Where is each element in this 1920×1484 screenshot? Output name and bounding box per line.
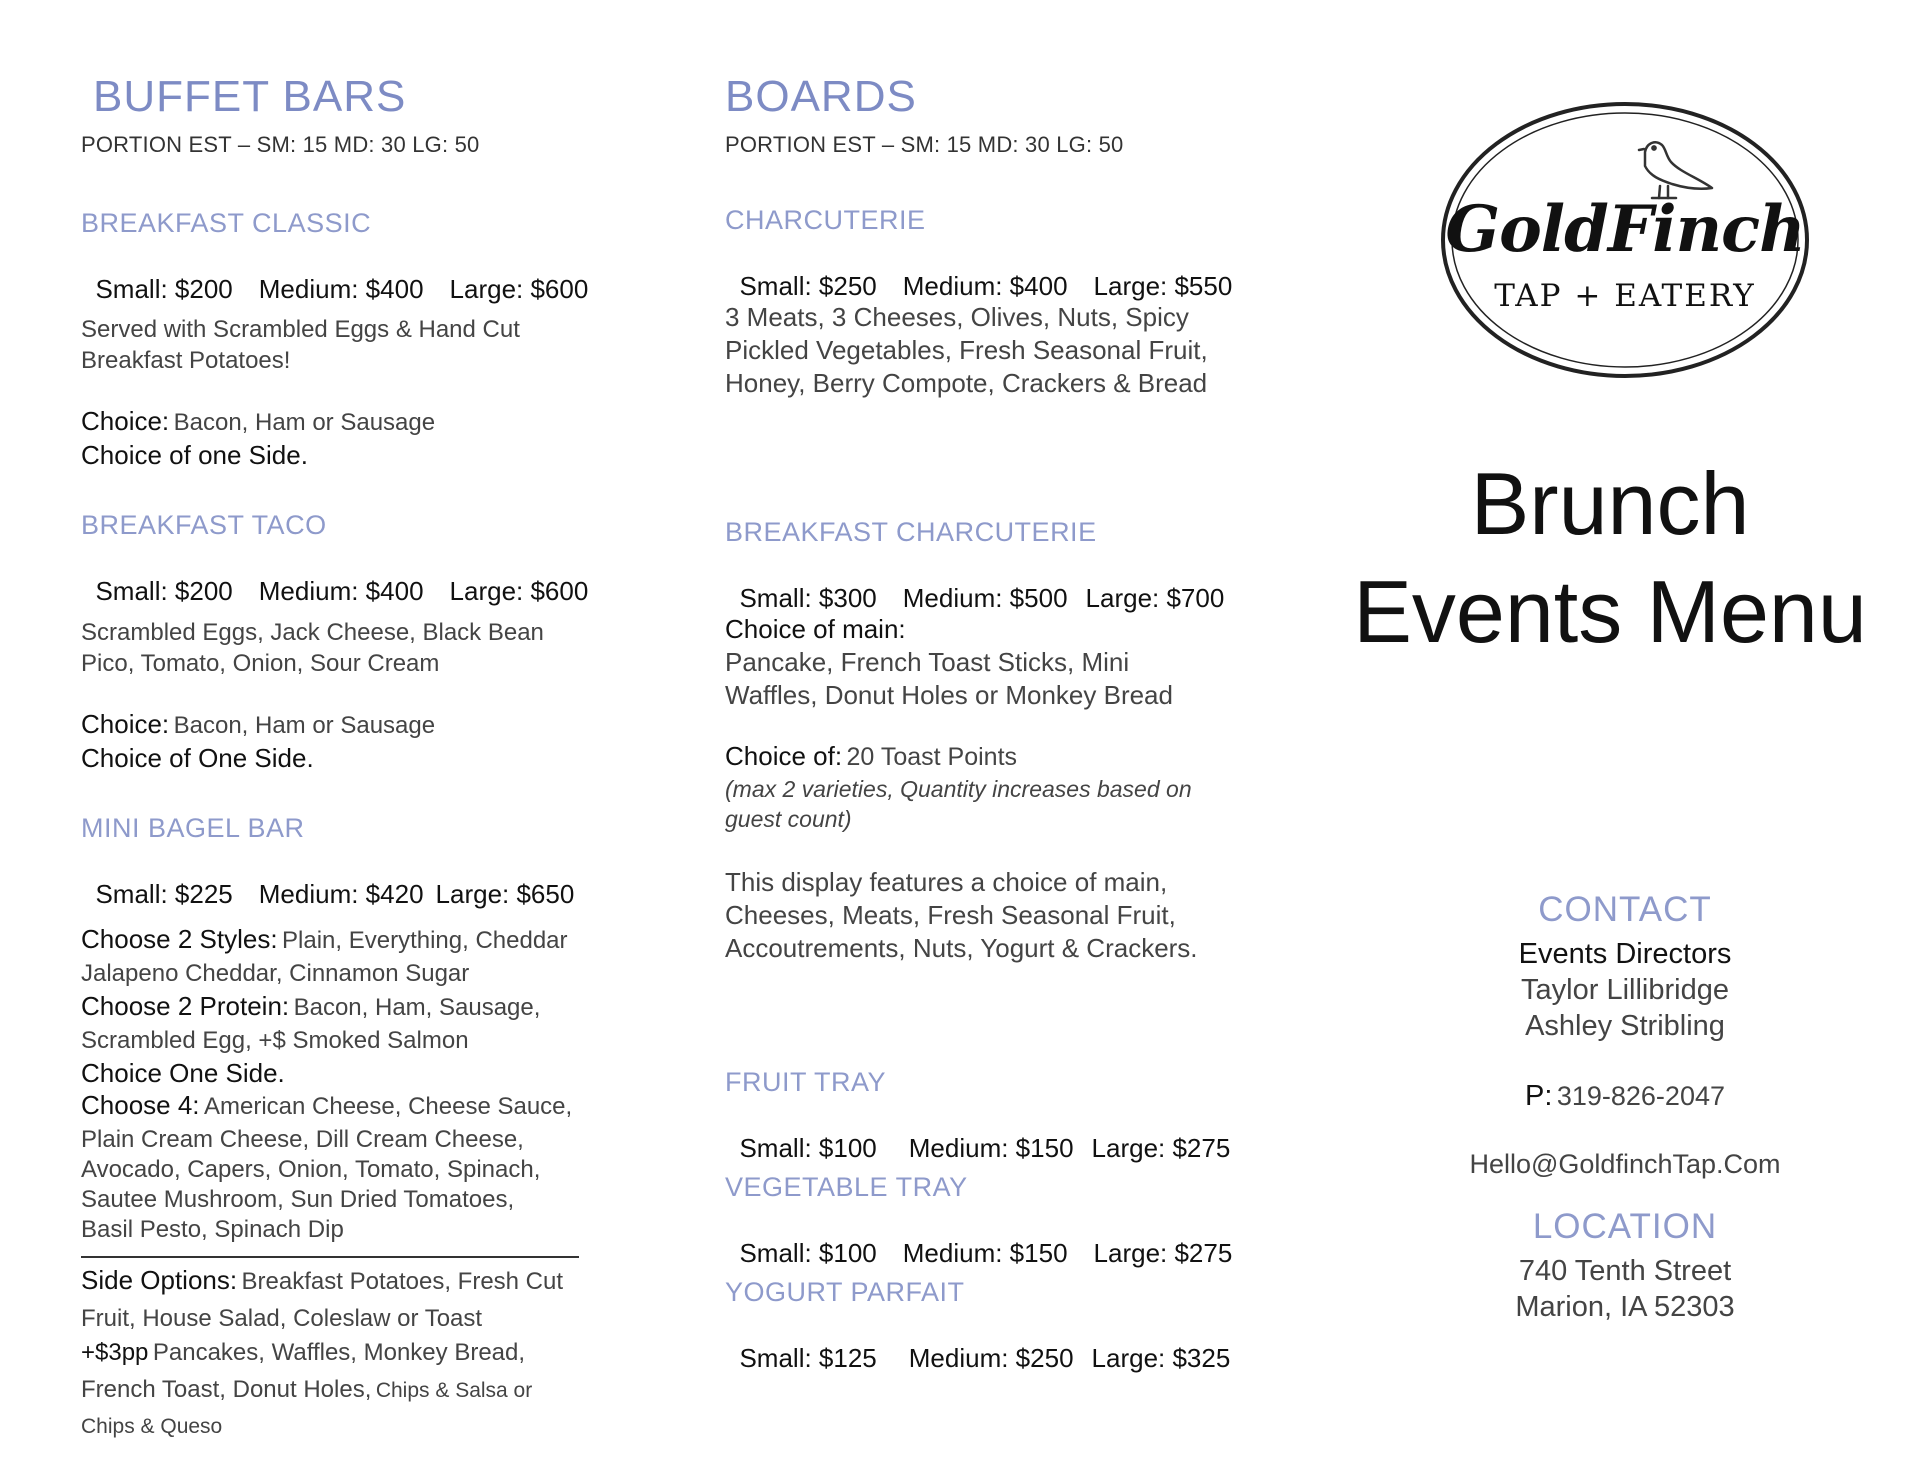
breakfast-charcuterie-description xyxy=(725,866,1198,965)
boards-portion-estimate: PORTION EST – SM: 15 MD: 30 LG: 50 xyxy=(725,132,1124,157)
choice-label: Choice: xyxy=(81,709,170,739)
breakfast-taco-description xyxy=(81,617,544,679)
price-medium: Medium: $250 xyxy=(908,1343,1074,1373)
phone-label: P: xyxy=(1524,1080,1553,1112)
breakfast-classic-side: Choice of one Side. xyxy=(81,440,308,470)
protein-label: Choose 2 Protein: xyxy=(81,991,290,1021)
breakfast-charcuterie-choice xyxy=(725,741,1017,772)
breakfast-charcuterie-prices xyxy=(725,552,1224,614)
price-medium: Medium: $400 xyxy=(258,274,424,304)
location-section xyxy=(1440,1207,1810,1325)
charcuterie-prices xyxy=(725,240,1232,302)
price-large: Large: $700 xyxy=(1085,583,1225,613)
vegetable-tray-prices xyxy=(725,1207,1232,1269)
breakfast-classic-prices xyxy=(81,243,588,305)
main-label: Choice of main: xyxy=(725,614,906,644)
breakfast-classic-heading: BREAKFAST CLASSIC xyxy=(81,208,372,238)
price-small: Small: $250 xyxy=(739,271,877,301)
price-medium: Medium: $400 xyxy=(258,576,424,606)
contact-title: CONTACT xyxy=(1538,890,1712,929)
choose4-value: American Cheese, Cheese Sauce, xyxy=(203,1093,573,1120)
choose4-value: Avocado, Capers, Onion, Tomato, Spinach, xyxy=(81,1156,541,1183)
description-line: Honey, Berry Compote, Crackers & Bread xyxy=(725,368,1208,398)
price-large: Large: $550 xyxy=(1093,271,1233,301)
menu-title-line: Brunch xyxy=(1470,454,1750,553)
contact-section xyxy=(1440,890,1810,1180)
price-medium: Medium: $420 xyxy=(258,879,424,909)
description-line: Served with Scrambled Eggs & Hand Cut xyxy=(81,316,520,343)
mini-bagel-bar-heading: MINI BAGEL BAR xyxy=(81,813,305,843)
choice-label: Choice: xyxy=(81,406,170,436)
bird-icon xyxy=(1639,142,1712,198)
styles-value: Plain, Everything, Cheddar xyxy=(282,927,568,954)
logo-brand-text: GoldFinch xyxy=(1445,192,1805,267)
contact-role: Events Directors xyxy=(1518,938,1732,970)
side-options-value: Fruit, House Salad, Coleslaw or Toast xyxy=(81,1305,483,1332)
choose4-value: Basil Pesto, Spinach Dip xyxy=(81,1216,344,1243)
styles-value: Jalapeno Cheddar, Cinnamon Sugar xyxy=(81,960,470,987)
choose4-label: Choose 4: xyxy=(81,1090,200,1120)
description-line: Scrambled Eggs, Jack Cheese, Black Bean xyxy=(81,619,544,646)
side-options-value: French Toast, Donut Holes, xyxy=(81,1376,372,1403)
price-large: Large: $650 xyxy=(435,879,575,909)
location-title: LOCATION xyxy=(1532,1207,1718,1246)
price-large: Large: $600 xyxy=(449,274,589,304)
phone-number[interactable]: 319-826-2047 xyxy=(1556,1081,1725,1111)
description-line: This display features a choice of main, xyxy=(725,867,1168,897)
breakfast-charcuterie-main xyxy=(725,613,1173,712)
buffet-portion-estimate: PORTION EST – SM: 15 MD: 30 LG: 50 xyxy=(81,132,480,157)
boards-title: BOARDS xyxy=(725,72,917,121)
fruit-tray-prices xyxy=(725,1102,1230,1164)
price-large: Large: $600 xyxy=(449,576,589,606)
charcuterie-description xyxy=(725,301,1208,400)
choose4-value: Plain Cream Cheese, Dill Cream Cheese, xyxy=(81,1126,524,1153)
location-city: Marion, IA 52303 xyxy=(1515,1291,1735,1323)
breakfast-taco-prices xyxy=(81,545,588,607)
price-medium: Medium: $150 xyxy=(902,1238,1068,1268)
price-small: Small: $225 xyxy=(95,879,233,909)
choice-label: Choice of: xyxy=(725,741,843,771)
main-value: Pancake, French Toast Sticks, Mini xyxy=(725,647,1130,677)
choice-value: Bacon, Ham or Sausage xyxy=(173,409,436,436)
breakfast-charcuterie-note xyxy=(725,774,1192,834)
upcharge-label: +$3pp xyxy=(81,1339,149,1366)
bagel-side: Choice One Side. xyxy=(81,1058,285,1088)
mini-bagel-bar-prices xyxy=(81,848,574,910)
description-line: 3 Meats, 3 Cheeses, Olives, Nuts, Spicy xyxy=(725,302,1189,332)
goldfinch-logo xyxy=(1440,100,1810,380)
menu-title xyxy=(1340,450,1880,666)
breakfast-classic-choice xyxy=(81,406,435,437)
buffet-bars-title: BUFFET BARS xyxy=(93,72,407,121)
description-line: Cheeses, Meats, Fresh Seasonal Fruit, xyxy=(725,900,1176,930)
menu-title-line: Events Menu xyxy=(1353,562,1867,661)
contact-name: Taylor Lillibridge xyxy=(1521,974,1729,1006)
side-options-value: Chips & Salsa or xyxy=(375,1379,533,1402)
protein-value: Scrambled Egg, +$ Smoked Salmon xyxy=(81,1027,469,1054)
price-small: Small: $300 xyxy=(739,583,877,613)
protein-value: Bacon, Ham, Sausage, xyxy=(293,994,541,1021)
price-small: Small: $200 xyxy=(95,576,233,606)
fruit-tray-heading: FRUIT TRAY xyxy=(725,1067,887,1097)
styles-label: Choose 2 Styles: xyxy=(81,924,278,954)
side-options-value: Chips & Queso xyxy=(81,1415,223,1438)
breakfast-taco-heading: BREAKFAST TACO xyxy=(81,510,327,540)
yogurt-parfait-prices xyxy=(725,1312,1230,1374)
contact-email[interactable]: Hello@GoldfinchTap.Com xyxy=(1469,1149,1781,1179)
yogurt-parfait-heading: YOGURT PARFAIT xyxy=(725,1277,965,1307)
choice-value: Bacon, Ham or Sausage xyxy=(173,712,436,739)
side-options-value: Pancakes, Waffles, Monkey Bread, xyxy=(152,1339,526,1366)
price-small: Small: $100 xyxy=(739,1238,877,1268)
breakfast-taco-choice xyxy=(81,709,435,740)
contact-name: Ashley Stribling xyxy=(1525,1010,1725,1042)
price-medium: Medium: $500 xyxy=(902,583,1068,613)
price-small: Small: $200 xyxy=(95,274,233,304)
description-line: Breakfast Potatoes! xyxy=(81,347,291,374)
price-large: Large: $275 xyxy=(1093,1238,1233,1268)
logo-subtitle: TAP + EATERY xyxy=(1494,278,1756,314)
price-medium: Medium: $150 xyxy=(908,1133,1074,1163)
choice-value: 20 Toast Points xyxy=(846,743,1018,771)
breakfast-charcuterie-heading: BREAKFAST CHARCUTERIE xyxy=(725,517,1097,547)
divider xyxy=(81,1256,579,1258)
description-line: Accoutrements, Nuts, Yogurt & Crackers. xyxy=(725,933,1198,963)
description-line: Pickled Vegetables, Fresh Seasonal Fruit, xyxy=(725,335,1208,365)
location-street: 740 Tenth Street xyxy=(1518,1255,1732,1287)
note-line: (max 2 varieties, Quantity increases based on xyxy=(725,776,1192,802)
note-line: guest count) xyxy=(725,806,852,832)
breakfast-taco-side: Choice of One Side. xyxy=(81,743,314,773)
description-line: Pico, Tomato, Onion, Sour Cream xyxy=(81,650,440,677)
price-small: Small: $125 xyxy=(739,1343,877,1373)
choose4-value: Sautee Mushroom, Sun Dried Tomatoes, xyxy=(81,1186,515,1213)
price-large: Large: $275 xyxy=(1091,1133,1231,1163)
side-options xyxy=(81,1263,563,1444)
breakfast-classic-description xyxy=(81,314,520,376)
price-large: Large: $325 xyxy=(1091,1343,1231,1373)
mini-bagel-bar-options xyxy=(81,924,572,1245)
charcuterie-heading: CHARCUTERIE xyxy=(725,205,926,235)
side-options-label: Side Options: xyxy=(81,1265,238,1295)
vegetable-tray-heading: VEGETABLE TRAY xyxy=(725,1172,968,1202)
price-medium: Medium: $400 xyxy=(902,271,1068,301)
side-options-value: Breakfast Potatoes, Fresh Cut xyxy=(241,1268,564,1295)
contact-phone[interactable] xyxy=(1440,1078,1810,1119)
main-value: Waffles, Donut Holes or Monkey Bread xyxy=(725,680,1173,710)
price-small: Small: $100 xyxy=(739,1133,877,1163)
